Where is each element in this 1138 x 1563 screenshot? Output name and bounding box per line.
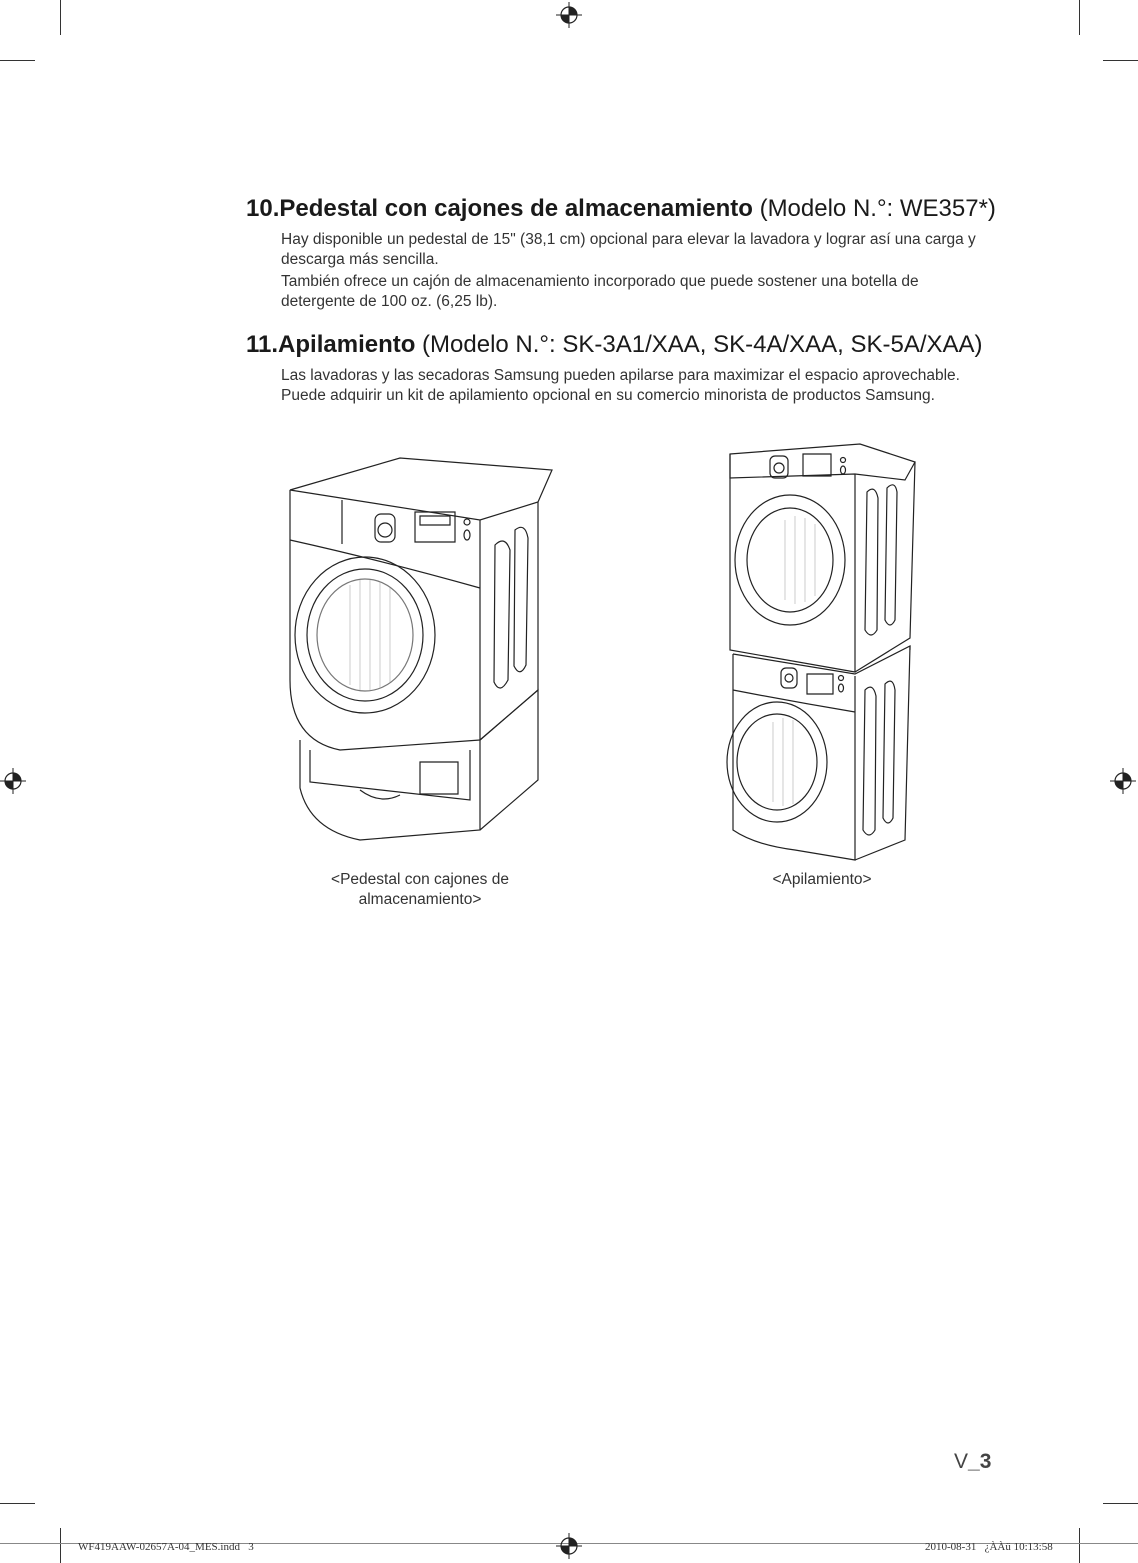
- footer-filename: WF419AAW-02657A-04_MES.indd 3: [78, 1541, 254, 1553]
- caption-line: <Apilamiento>: [772, 871, 872, 888]
- footer-timestamp: 2010-08-31 ¿ÀÀü 10:13:58: [925, 1541, 1053, 1553]
- section-model: (Modelo N.°: SK-3A1/XAA, SK-4A/XAA, SK-5A/XAA): [415, 331, 983, 358]
- caption-line: <Pedestal con cajones de: [331, 871, 509, 888]
- page-number-prefix: V: [954, 1450, 969, 1473]
- section-heading-pedestal: [246, 195, 996, 223]
- crop-mark: [0, 1503, 35, 1504]
- stacking-illustration: [715, 440, 920, 865]
- section-number: 11.: [246, 331, 279, 358]
- crop-mark: [1079, 0, 1080, 35]
- figure-caption-stacking: [742, 870, 902, 890]
- section-heading-stacking: [246, 331, 983, 359]
- figure-caption-pedestal: [300, 870, 540, 910]
- crop-mark: [0, 60, 35, 61]
- page-number: [954, 1450, 991, 1474]
- registration-mark-icon: [0, 768, 26, 794]
- crop-mark: [1079, 1528, 1080, 1563]
- crop-mark: [60, 1528, 61, 1563]
- paragraph: También ofrece un cajón de almacenamiento incorporado que puede sostener una botella de detergente de 100 oz. (6,25 lb).: [281, 273, 919, 310]
- registration-mark-icon: [556, 2, 582, 28]
- section-number: 10.: [246, 195, 280, 222]
- section-model: (Modelo N.°: WE357*): [752, 195, 996, 222]
- caption-line: almacenamiento>: [358, 891, 482, 908]
- washer-pedestal-illustration: [280, 450, 560, 862]
- paragraph: Las lavadoras y las secadoras Samsung pueden apilarse para maximizar el espacio aprovechable. Puede adquirir un kit de apilamiento opcional en su comercio minorista de productos Samsung.: [281, 367, 960, 404]
- page-number-value: _3: [968, 1450, 992, 1473]
- section-title: Pedestal con cajones de almacenamiento: [279, 195, 753, 222]
- registration-mark-icon: [556, 1533, 582, 1559]
- crop-mark: [60, 0, 61, 35]
- crop-mark: [1103, 60, 1138, 61]
- paragraph: Hay disponible un pedestal de 15" (38,1 cm) opcional para elevar la lavadora y lograr así una carga y descarga más sencilla.: [281, 231, 976, 268]
- crop-mark: [1103, 1503, 1138, 1504]
- section-title: Apilamiento: [278, 331, 416, 358]
- registration-mark-icon: [1110, 768, 1136, 794]
